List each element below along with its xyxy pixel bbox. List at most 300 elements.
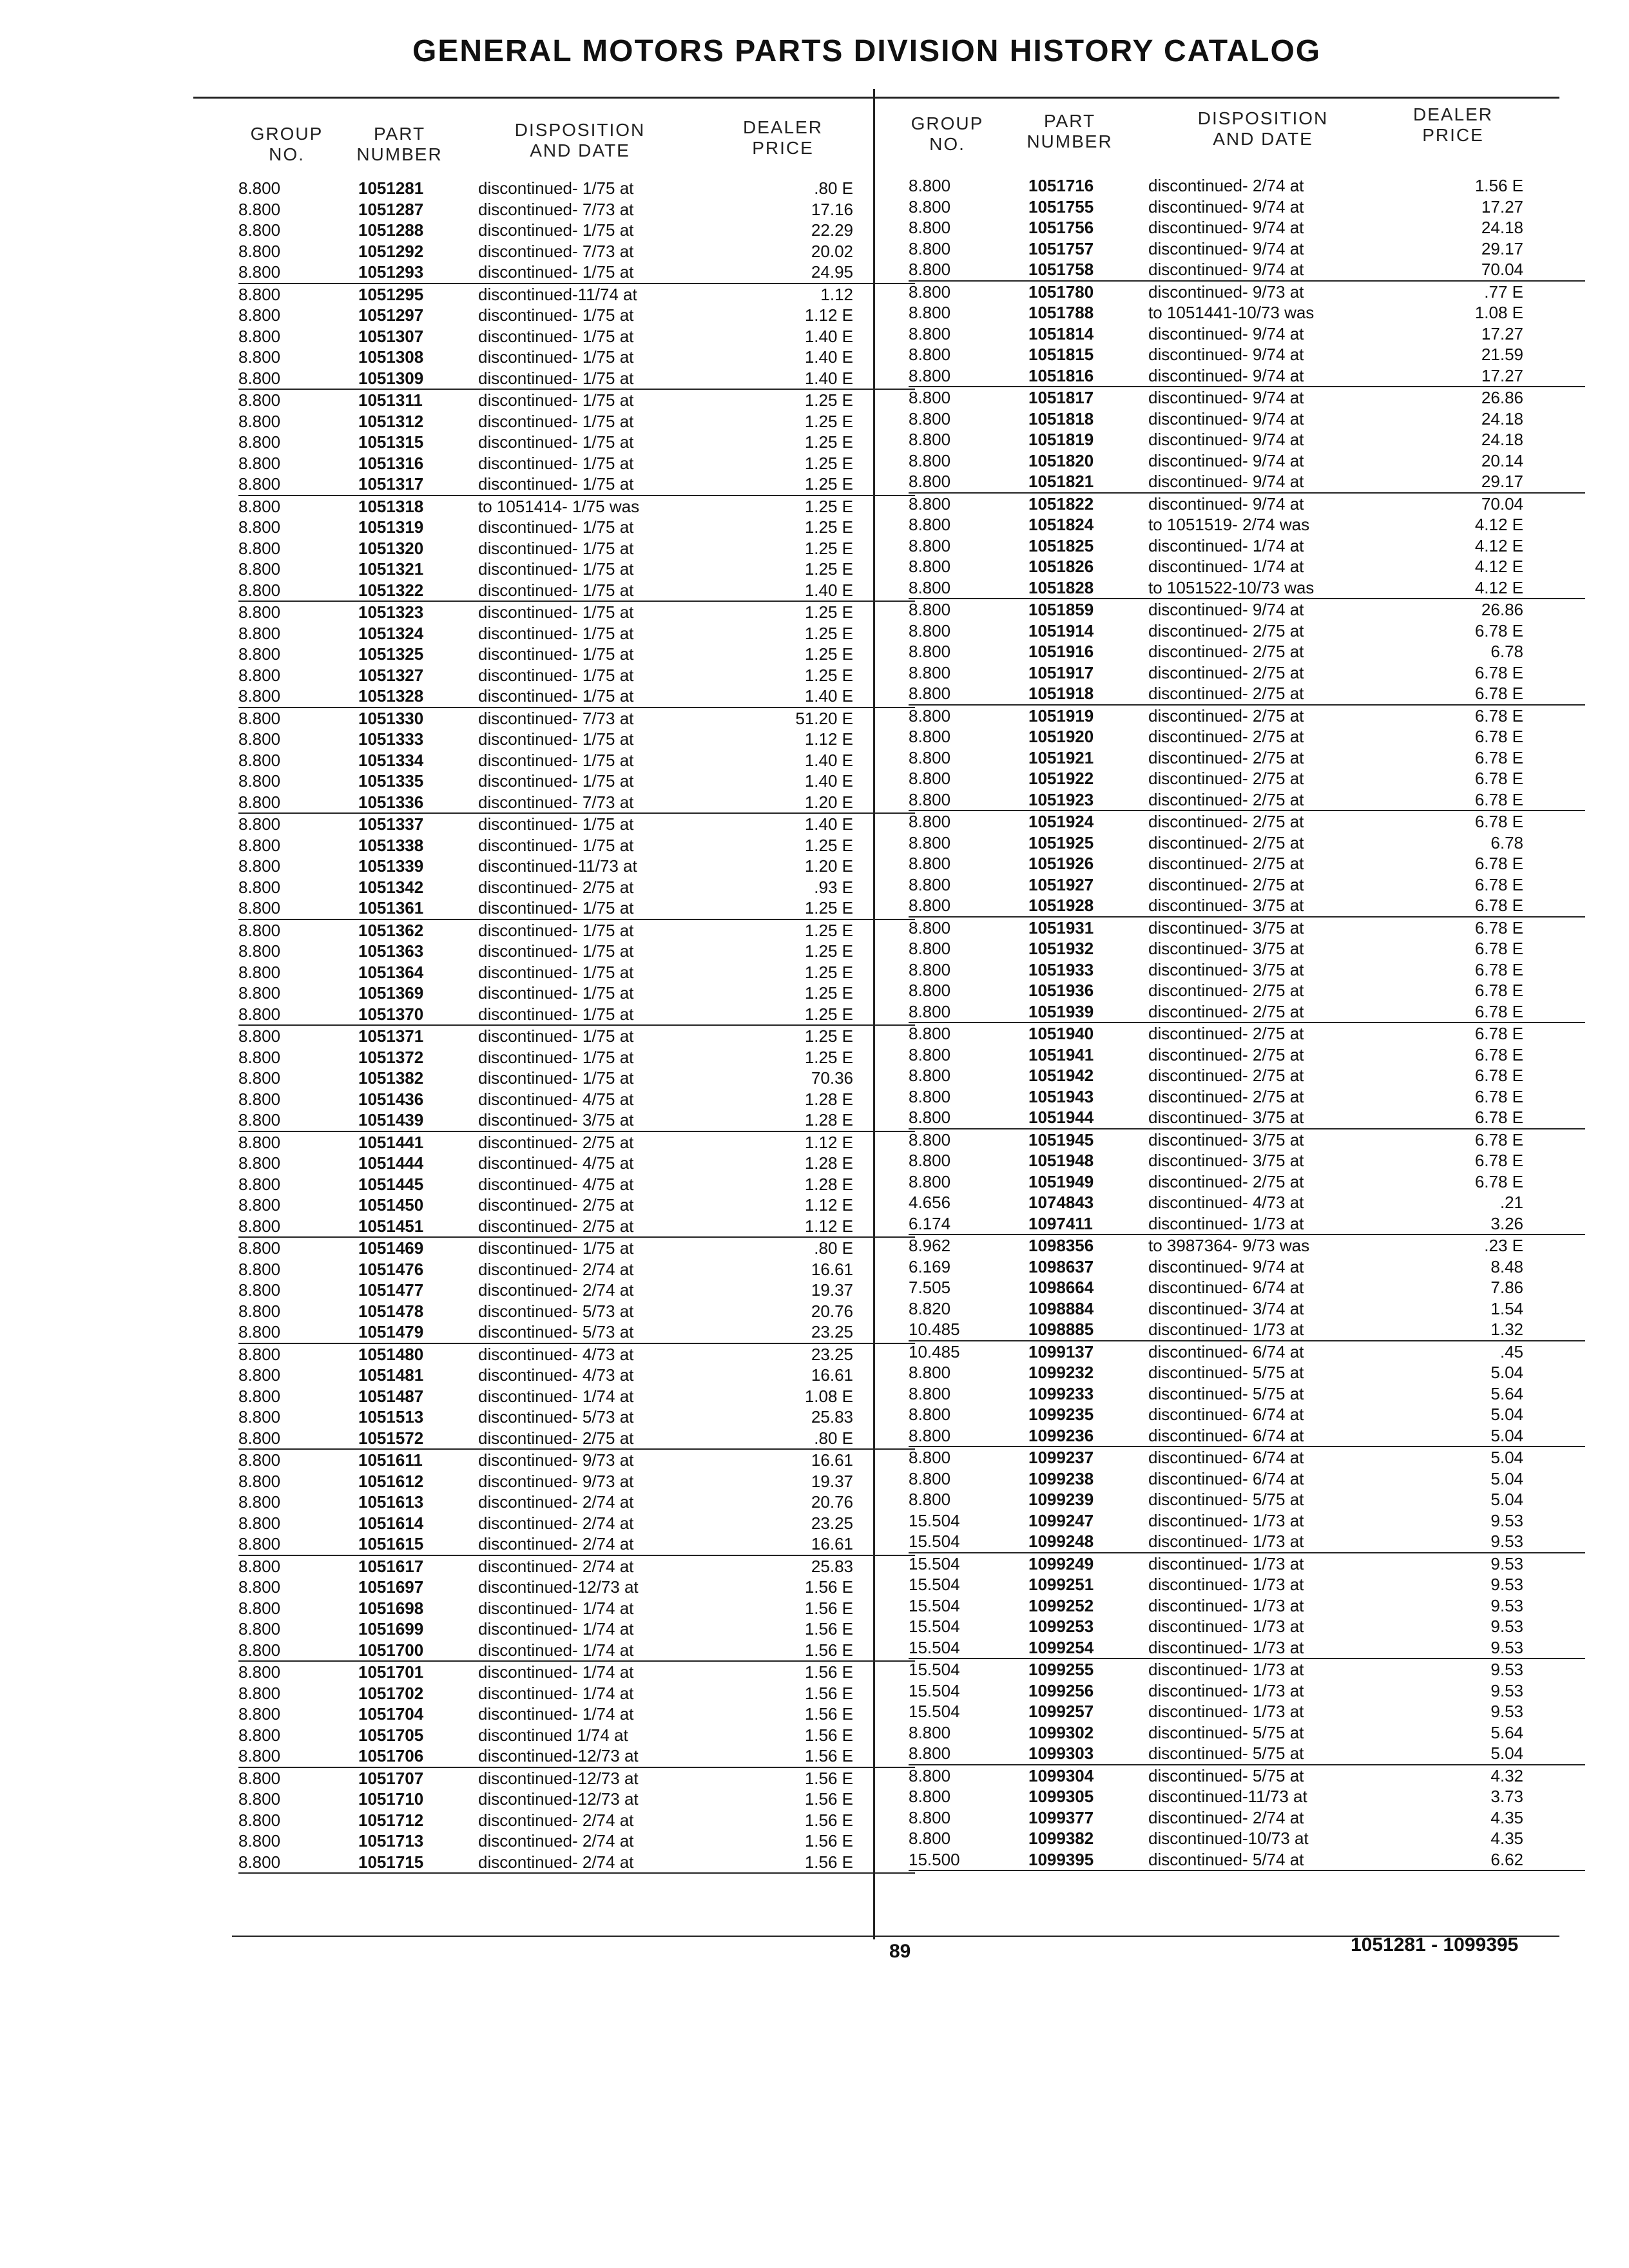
price-cell: 1.25 E — [804, 644, 853, 664]
part-number-cell: 1051444 — [358, 1153, 424, 1173]
price-cell: 24.18 — [1481, 408, 1523, 428]
part-number-cell: 1099305 — [1028, 1787, 1094, 1806]
price-cell: 9.53 — [1490, 1637, 1523, 1657]
group-cell: 8.800 — [238, 1322, 281, 1341]
group-cell: 15.504 — [909, 1660, 960, 1679]
disposition-cell: discontinued- 9/74 at — [1148, 472, 1304, 491]
price-cell: 1.25 E — [804, 538, 853, 558]
table-row — [909, 1404, 1585, 1425]
table-row — [238, 1450, 915, 1471]
price-cell: 1.54 — [1490, 1298, 1523, 1318]
disposition-cell: discontinued- 2/74 at — [478, 1534, 634, 1553]
part-number-cell: 1051324 — [358, 623, 424, 643]
group-cell: 8.800 — [909, 238, 951, 258]
disposition-cell: discontinued- 1/75 at — [478, 517, 634, 537]
price-cell: 1.40 E — [804, 368, 853, 388]
disposition-cell: discontinued- 2/75 at — [1148, 1171, 1304, 1191]
part-number-cell: 1099382 — [1028, 1829, 1094, 1848]
group-cell: 8.800 — [238, 1450, 281, 1470]
disposition-cell: to 1051519- 2/74 was — [1148, 515, 1310, 534]
part-number-cell: 1051859 — [1028, 600, 1094, 619]
part-number-cell: 1051513 — [358, 1407, 424, 1427]
disposition-cell: discontinued- 6/74 at — [1148, 1341, 1304, 1361]
group-cell: 8.800 — [238, 1852, 281, 1872]
disposition-cell: discontinued- 2/74 at — [478, 1280, 634, 1300]
part-number-cell: 1051615 — [358, 1534, 424, 1553]
disposition-cell: discontinued- 1/73 at — [1148, 1617, 1304, 1636]
price-cell: .21 — [1499, 1193, 1523, 1212]
group-cell: 8.800 — [238, 1365, 281, 1385]
group-cell: 8.800 — [238, 1704, 281, 1724]
group-cell: 8.800 — [909, 1490, 951, 1509]
part-number-cell: 1099303 — [1028, 1744, 1094, 1763]
price-cell: 1.25 E — [804, 559, 853, 579]
price-cell: .93 E — [814, 877, 853, 897]
table-row — [909, 1425, 1585, 1448]
table-row — [238, 729, 915, 750]
table-row — [909, 918, 1585, 939]
price-cell: 5.64 — [1490, 1722, 1523, 1742]
price-cell: 1.25 E — [804, 1004, 853, 1024]
table-row — [909, 1807, 1585, 1829]
table-row — [238, 1344, 915, 1365]
group-cell: 8.800 — [238, 305, 281, 325]
group-cell: 15.500 — [909, 1849, 960, 1869]
price-cell: 1.20 E — [804, 856, 853, 876]
group-cell: 8.800 — [238, 983, 281, 1003]
price-cell: 1.40 E — [804, 750, 853, 770]
part-number-cell: 1051917 — [1028, 662, 1094, 682]
disposition-cell: discontinued- 5/75 at — [1148, 1490, 1304, 1509]
part-number-cell: 1051293 — [358, 262, 424, 282]
right-header-disposition: DISPOSITION AND DATE — [1197, 108, 1329, 149]
part-number-cell: 1051939 — [1028, 1001, 1094, 1021]
price-cell: 1.28 E — [804, 1089, 853, 1109]
group-cell: 8.800 — [238, 1195, 281, 1215]
price-cell: 17.27 — [1481, 365, 1523, 385]
price-cell: 1.56 E — [1474, 176, 1523, 195]
disposition-cell: discontinued- 6/74 at — [1148, 1448, 1304, 1467]
group-cell: 8.800 — [909, 1425, 951, 1445]
disposition-cell: discontinued- 1/73 at — [1148, 1510, 1304, 1530]
part-number-cell: 1051478 — [358, 1301, 424, 1321]
table-row — [909, 514, 1585, 535]
disposition-cell: discontinued- 1/75 at — [478, 750, 634, 770]
group-cell: 8.800 — [909, 874, 951, 894]
table-row — [909, 662, 1585, 684]
group-cell: 8.800 — [909, 1151, 951, 1170]
price-cell: 7.86 — [1490, 1278, 1523, 1297]
price-cell: 16.61 — [811, 1365, 853, 1385]
table-row — [909, 1553, 1585, 1575]
price-cell: 3.26 — [1490, 1213, 1523, 1233]
table-row — [909, 1531, 1585, 1553]
table-row — [238, 686, 915, 708]
group-cell: 15.504 — [909, 1595, 960, 1615]
part-number-cell: 1051318 — [358, 496, 424, 516]
price-cell: 5.64 — [1490, 1383, 1523, 1403]
disposition-cell: discontinued- 1/75 at — [478, 390, 634, 410]
group-cell: 8.800 — [238, 474, 281, 494]
part-number-cell: 1099302 — [1028, 1722, 1094, 1742]
part-number-cell: 1051479 — [358, 1322, 424, 1341]
disposition-cell: discontinued- 1/73 at — [1148, 1553, 1304, 1573]
part-number-cell: 1098664 — [1028, 1278, 1094, 1297]
part-number-cell: 1051361 — [358, 898, 424, 918]
disposition-cell: discontinued- 1/75 at — [478, 1068, 634, 1088]
part-number-cell: 1099304 — [1028, 1765, 1094, 1785]
disposition-cell: discontinued- 1/74 at — [478, 1640, 634, 1660]
table-row — [238, 1598, 915, 1619]
group-cell: 8.800 — [238, 453, 281, 473]
table-row — [909, 1150, 1585, 1171]
table-row — [238, 411, 915, 432]
disposition-cell: discontinued- 1/74 at — [478, 1619, 634, 1639]
price-cell: 5.04 — [1490, 1448, 1523, 1467]
table-row — [238, 1068, 915, 1089]
group-cell: 10.485 — [909, 1320, 960, 1339]
price-cell: 1.56 E — [804, 1810, 853, 1830]
part-number-cell: 1051918 — [1028, 684, 1094, 703]
group-cell: 8.800 — [909, 430, 951, 449]
part-number-cell: 1051817 — [1028, 388, 1094, 407]
disposition-cell: discontinued- 3/74 at — [1148, 1298, 1304, 1318]
table-row — [238, 814, 915, 835]
part-number-cell: 1051828 — [1028, 577, 1094, 597]
group-cell: 15.504 — [909, 1702, 960, 1721]
disposition-cell: discontinued- 5/75 at — [1148, 1363, 1304, 1382]
part-number-cell: 1099232 — [1028, 1363, 1094, 1382]
price-cell: 20.14 — [1481, 450, 1523, 470]
part-number-cell: 1051613 — [358, 1492, 424, 1512]
part-number-cell: 1098637 — [1028, 1256, 1094, 1276]
group-cell: 8.800 — [909, 1765, 951, 1785]
price-cell: .45 — [1499, 1341, 1523, 1361]
price-cell: 1.25 E — [804, 411, 853, 431]
disposition-cell: discontinued- 1/74 at — [1148, 535, 1304, 555]
table-row — [909, 323, 1585, 345]
disposition-cell: discontinued- 2/75 at — [1148, 1086, 1304, 1106]
table-row — [238, 241, 915, 262]
disposition-cell: discontinued- 1/73 at — [1148, 1702, 1304, 1721]
group-cell: 8.800 — [909, 1171, 951, 1191]
part-number-cell: 1051477 — [358, 1280, 424, 1300]
part-number-cell: 1051715 — [358, 1852, 424, 1872]
price-cell: 6.78 E — [1474, 706, 1523, 726]
group-cell: 8.800 — [909, 620, 951, 640]
table-row — [909, 789, 1585, 812]
left-header-group: GROUP NO. — [250, 124, 323, 164]
disposition-cell: discontinued- 1/75 at — [478, 729, 634, 749]
group-cell: 8.800 — [238, 538, 281, 558]
price-cell: 1.25 E — [804, 835, 853, 855]
disposition-cell: discontinued- 9/74 at — [1148, 450, 1304, 470]
price-cell: 6.78 E — [1474, 1024, 1523, 1043]
price-cell: 20.76 — [811, 1492, 853, 1512]
disposition-cell: discontinued- 1/73 at — [1148, 1660, 1304, 1679]
disposition-cell: discontinued- 2/75 at — [1148, 620, 1304, 640]
price-cell: 1.56 E — [804, 1704, 853, 1724]
table-row — [238, 1768, 915, 1789]
price-cell: 9.53 — [1490, 1617, 1523, 1636]
group-cell: 6.174 — [909, 1213, 951, 1233]
disposition-cell: discontinued- 9/73 at — [478, 1471, 634, 1491]
part-number-cell: 1051297 — [358, 305, 424, 325]
table-row — [909, 768, 1585, 789]
part-number-cell: 1051330 — [358, 708, 424, 728]
price-cell: 6.78 E — [1474, 812, 1523, 831]
price-cell: 19.37 — [811, 1471, 853, 1491]
disposition-cell: discontinued- 1/75 at — [478, 432, 634, 452]
part-number-cell: 1051920 — [1028, 727, 1094, 746]
group-cell: 8.800 — [238, 771, 281, 791]
group-cell: 8.800 — [238, 1831, 281, 1850]
table-row — [909, 874, 1585, 896]
group-cell: 8.800 — [238, 1683, 281, 1703]
part-number-cell: 1098356 — [1028, 1236, 1094, 1255]
table-row — [909, 1574, 1585, 1595]
part-number-cell: 1051931 — [1028, 918, 1094, 937]
group-cell: 8.800 — [909, 959, 951, 979]
part-number-cell: 1051371 — [358, 1026, 424, 1046]
table-row — [238, 771, 915, 792]
price-cell: .80 E — [814, 1428, 853, 1448]
part-number-cell: 1051819 — [1028, 430, 1094, 449]
left-header-price: DEALER PRICE — [742, 117, 824, 158]
group-cell: 8.800 — [909, 812, 951, 831]
table-row — [909, 1659, 1585, 1680]
part-number-cell: 1051336 — [358, 792, 424, 812]
part-number-cell: 1051321 — [358, 559, 424, 579]
disposition-cell: discontinued- 1/75 at — [478, 962, 634, 982]
disposition-cell: discontinued- 1/75 at — [478, 941, 634, 961]
table-row — [909, 1065, 1585, 1086]
group-cell: 8.800 — [238, 686, 281, 706]
part-number-cell: 1051923 — [1028, 789, 1094, 809]
part-number-cell: 1051716 — [1028, 176, 1094, 195]
table-row — [238, 262, 915, 284]
part-number-cell: 1051323 — [358, 602, 424, 622]
table-row — [238, 580, 915, 602]
table-row — [238, 1810, 915, 1831]
price-cell: 16.61 — [811, 1534, 853, 1553]
price-cell: .23 E — [1484, 1236, 1523, 1255]
disposition-cell: discontinued- 1/75 at — [478, 665, 634, 685]
price-cell: 1.08 E — [804, 1386, 853, 1406]
disposition-cell: discontinued- 2/75 at — [1148, 854, 1304, 873]
disposition-cell: discontinued- 1/75 at — [478, 220, 634, 240]
part-number-cell: 1099255 — [1028, 1660, 1094, 1679]
price-cell: 23.25 — [811, 1513, 853, 1533]
left-table — [238, 178, 915, 1874]
table-row — [238, 1704, 915, 1725]
group-cell: 15.504 — [909, 1617, 960, 1636]
part-number-cell: 1051364 — [358, 962, 424, 982]
price-cell: 6.78 E — [1474, 1086, 1523, 1106]
table-row — [238, 708, 915, 729]
right-table — [909, 175, 1585, 1871]
price-cell: 1.56 E — [804, 1662, 853, 1682]
disposition-cell: discontinued- 4/75 at — [478, 1153, 634, 1173]
part-number-cell: 1051487 — [358, 1386, 424, 1406]
part-number-cell: 1051780 — [1028, 282, 1094, 302]
disposition-cell: discontinued- 3/75 at — [1148, 1108, 1304, 1127]
price-cell: 1.25 E — [804, 1047, 853, 1067]
table-row — [909, 1319, 1585, 1341]
part-number-cell: 1051706 — [358, 1746, 424, 1765]
group-cell: 8.800 — [238, 1492, 281, 1512]
table-row — [238, 559, 915, 580]
table-row — [909, 980, 1585, 1001]
page-range: 1051281 - 1099395 — [1351, 1934, 1519, 1956]
disposition-cell: discontinued- 3/75 at — [1148, 959, 1304, 979]
part-number-cell: 1099248 — [1028, 1532, 1094, 1551]
table-row — [238, 1407, 915, 1428]
group-cell: 8.800 — [238, 1047, 281, 1067]
group-cell: 8.800 — [238, 1619, 281, 1639]
part-number-cell: 1099252 — [1028, 1595, 1094, 1615]
table-row — [238, 1153, 915, 1174]
group-cell: 8.800 — [909, 323, 951, 343]
group-cell: 8.800 — [909, 282, 951, 302]
price-cell: 9.53 — [1490, 1660, 1523, 1679]
part-number-cell: 1097411 — [1028, 1213, 1093, 1233]
price-cell: 70.36 — [811, 1068, 853, 1088]
part-number-cell: 1051927 — [1028, 874, 1094, 894]
group-cell: 8.800 — [909, 535, 951, 555]
disposition-cell: discontinued-10/73 at — [1148, 1829, 1309, 1848]
part-number-cell: 1051612 — [358, 1471, 424, 1491]
price-cell: 4.12 E — [1474, 535, 1523, 555]
table-row — [909, 726, 1585, 747]
table-row — [238, 432, 915, 453]
table-row — [238, 1174, 915, 1195]
disposition-cell: discontinued- 7/73 at — [478, 241, 634, 261]
table-row — [238, 368, 915, 390]
part-number-cell: 1051363 — [358, 941, 424, 961]
table-row — [909, 1447, 1585, 1468]
price-cell: 1.12 E — [804, 305, 853, 325]
disposition-cell: discontinued- 2/75 at — [1148, 789, 1304, 809]
disposition-cell: discontinued- 4/75 at — [478, 1174, 634, 1194]
disposition-cell: discontinued- 3/75 at — [1148, 1129, 1304, 1149]
table-row — [909, 471, 1585, 494]
disposition-cell: to 1051522-10/73 was — [1148, 577, 1315, 597]
part-number-cell: 1051758 — [1028, 260, 1094, 279]
disposition-cell: discontinued- 1/73 at — [1148, 1575, 1304, 1594]
disposition-cell: discontinued- 2/74 at — [1148, 176, 1304, 195]
table-row — [238, 1365, 915, 1386]
disposition-cell: discontinued- 1/75 at — [478, 920, 634, 940]
table-row — [909, 344, 1585, 365]
disposition-cell: discontinued- 7/73 at — [478, 708, 634, 728]
price-cell: 1.25 E — [804, 517, 853, 537]
price-cell: 1.56 E — [804, 1725, 853, 1745]
group-cell: 8.800 — [238, 962, 281, 982]
part-number-cell: 1051372 — [358, 1047, 424, 1067]
group-cell: 8.800 — [909, 1086, 951, 1106]
group-cell: 8.800 — [238, 1153, 281, 1173]
price-cell: .80 E — [814, 1238, 853, 1258]
part-number-cell: 1051941 — [1028, 1044, 1094, 1064]
group-cell: 8.800 — [238, 1174, 281, 1194]
group-cell: 8.800 — [909, 1129, 951, 1149]
group-cell: 8.800 — [238, 814, 281, 834]
part-number-cell: 1051469 — [358, 1238, 424, 1258]
table-row — [238, 1195, 915, 1216]
table-row — [238, 1238, 915, 1259]
part-number-cell: 1051382 — [358, 1068, 424, 1088]
part-number-cell: 1051756 — [1028, 218, 1094, 237]
price-cell: 4.12 E — [1474, 515, 1523, 534]
part-number-cell: 1051312 — [358, 411, 424, 431]
table-row — [909, 535, 1585, 557]
group-cell: 8.800 — [909, 854, 951, 873]
table-row — [238, 1640, 915, 1662]
table-row — [909, 1001, 1585, 1024]
part-number-cell: 1051362 — [358, 920, 424, 940]
part-number-cell: 1051926 — [1028, 854, 1094, 873]
part-number-cell: 1098885 — [1028, 1320, 1094, 1339]
table-row — [238, 835, 915, 856]
price-cell: 1.40 E — [804, 580, 853, 600]
price-cell: 16.61 — [811, 1450, 853, 1470]
price-cell: 1.25 E — [804, 602, 853, 622]
disposition-cell: discontinued- 2/75 at — [478, 877, 634, 897]
price-cell: 6.78 E — [1474, 1001, 1523, 1021]
price-cell: 1.25 E — [804, 623, 853, 643]
group-cell: 8.800 — [238, 1386, 281, 1406]
group-cell: 15.504 — [909, 1680, 960, 1700]
group-cell: 8.800 — [238, 920, 281, 940]
disposition-cell: discontinued- 5/73 at — [478, 1322, 634, 1341]
table-row — [909, 747, 1585, 769]
price-cell: 5.04 — [1490, 1490, 1523, 1509]
table-row — [238, 877, 915, 898]
table-row — [909, 217, 1585, 238]
price-cell: 6.78 — [1490, 642, 1523, 661]
disposition-cell: discontinued- 2/74 at — [1148, 1807, 1304, 1827]
group-cell: 8.800 — [238, 856, 281, 876]
part-number-cell: 1051327 — [358, 665, 424, 685]
disposition-cell: discontinued- 1/73 at — [1148, 1532, 1304, 1551]
group-cell: 8.800 — [909, 600, 951, 619]
part-number-cell: 1051822 — [1028, 494, 1094, 514]
table-row — [909, 1192, 1585, 1213]
part-number-cell: 1051701 — [358, 1662, 424, 1682]
disposition-cell: discontinued- 9/73 at — [478, 1450, 634, 1470]
price-cell: 6.78 E — [1474, 1129, 1523, 1149]
group-cell: 8.800 — [909, 1044, 951, 1064]
table-row — [238, 517, 915, 538]
price-cell: 6.78 E — [1474, 789, 1523, 809]
part-number-cell: 1099247 — [1028, 1510, 1094, 1530]
table-row — [909, 1616, 1585, 1637]
table-row — [238, 856, 915, 877]
price-cell: 6.78 E — [1474, 939, 1523, 958]
part-number-cell: 1051339 — [358, 856, 424, 876]
price-cell: 1.56 E — [804, 1619, 853, 1639]
part-number-cell: 1051818 — [1028, 408, 1094, 428]
disposition-cell: discontinued- 2/75 at — [478, 1195, 634, 1215]
table-row — [909, 706, 1585, 727]
group-cell: 8.800 — [238, 1471, 281, 1491]
price-cell: 1.25 E — [804, 941, 853, 961]
part-number-cell: 1099238 — [1028, 1468, 1094, 1488]
part-number-cell: 1051316 — [358, 453, 424, 473]
table-row — [238, 920, 915, 941]
disposition-cell: discontinued- 5/73 at — [478, 1301, 634, 1321]
